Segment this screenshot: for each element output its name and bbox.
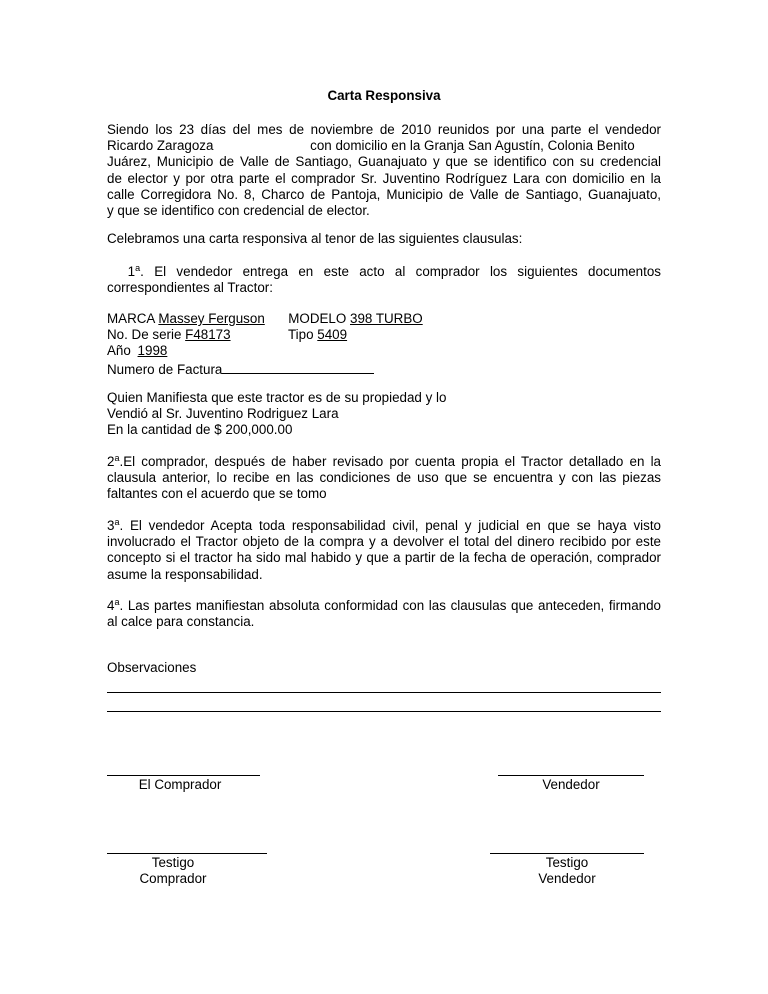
clause-4-number: 4: [107, 598, 115, 613]
intro-line: [107, 138, 661, 154]
observaciones-label: Observaciones: [107, 660, 197, 675]
anio-label: Año: [107, 343, 135, 359]
intro-line: calle Corregidora No. 8, Charco de Pantoja, Municipio de Valle de Santiago, Guanajuato,: [107, 186, 661, 202]
clause-1-text: . El vendedor entrega en este acto al comprador los siguientes documentos correspondientes al Tractor:: [107, 264, 661, 296]
testigo-label: Testigo: [545, 855, 589, 870]
intro-line: de elector y por otra parte el comprador Sr. Juventino Rodríguez Lara con domicilio en la: [107, 170, 661, 186]
observaciones-line: [107, 711, 661, 712]
comprador-signature-label: El Comprador: [138, 777, 222, 792]
serie-value: F48173: [185, 327, 231, 343]
factura-blank-line: [222, 360, 374, 374]
testigo-vendedor-signature-line: [490, 853, 644, 854]
testigo-role-label: Vendedor: [538, 871, 596, 887]
tractor-details: [107, 311, 661, 378]
tipo-label: Tipo: [288, 327, 318, 343]
manifiesta-block: [107, 390, 661, 439]
clause-1-ordinal: a: [135, 263, 141, 273]
observaciones-line: [107, 692, 661, 693]
comprador-signature-line: [107, 775, 260, 776]
clause-1-number: 1: [127, 264, 136, 279]
testigo-label: Testigo: [151, 855, 195, 870]
testigo-vendedor-label: [494, 855, 640, 887]
clause-3-number: 3: [107, 518, 115, 533]
serie-row: [107, 327, 661, 343]
clause-1: [107, 264, 661, 296]
modelo-label: MODELO: [288, 311, 351, 326]
intro-line: Siendo los 23 días del mes de noviembre de 2010 reunidos por una parte el vendedor: [107, 122, 661, 137]
clause-3: [107, 518, 661, 583]
factura-label: Numero de Factura: [107, 361, 223, 377]
intro-line: y que se identifico con credencial de elector.: [107, 203, 370, 219]
clause-2-ordinal: a: [114, 453, 120, 463]
manifiesta-line: Quien Manifiesta que este tractor es de su propiedad y lo: [107, 390, 447, 405]
manifiesta-line: En la cantidad de $ 200,000.00: [107, 422, 293, 438]
clause-3-ordinal: a: [114, 517, 120, 527]
intro-line: Juárez, Municipio de Valle de Santiago, Guanajuato y que se identifico con su credencial: [107, 154, 661, 170]
marca-row: [107, 311, 661, 327]
modelo-value: 398 TURBO: [350, 311, 423, 326]
vendedor-signature-label: Vendedor: [542, 777, 600, 792]
marca-label: MARCA: [107, 311, 159, 326]
tipo-value: 5409: [317, 327, 348, 343]
serie-label: No. De serie: [107, 327, 186, 343]
testigo-comprador-label: [100, 855, 246, 887]
clause-4: [107, 598, 661, 630]
celebramos-line: Celebramos una carta responsiva al tenor de las siguientes clausulas:: [107, 231, 523, 246]
clause-3-text: . El vendedor Acepta toda responsabilidad civil, penal y judicial en que se haya visto involucrado el Tractor objeto de la compra y a devolver el total del dinero recibido por este concepto si el tractor ha sido mal habido y que a partir de la fecha de operación, comprador asume la responsabilidad.: [107, 518, 661, 582]
marca-value: Massey Ferguson: [158, 311, 265, 326]
anio-value: 1998: [137, 343, 168, 359]
anio-row: [107, 343, 661, 359]
clause-4-ordinal: a: [114, 597, 120, 607]
clause-2-text: .El comprador, después de haber revisado por cuenta propia el Tractor detallado en la clausula anterior, lo recibe en las condiciones de uso que se encuentra y con las piezas faltantes con el acuerdo que se tomo: [107, 454, 661, 502]
clause-4-text: . Las partes manifiestan absoluta conformidad con las clausulas que anteceden, firmando al calce para constancia.: [107, 598, 661, 630]
testigo-role-label: Comprador: [139, 871, 207, 887]
factura-row: [107, 360, 661, 378]
intro-line-text: Ricardo Zaragoza con domicilio en la Granja San Agustín, Colonia Benito: [107, 138, 635, 154]
vendedor-signature-line: [498, 775, 644, 776]
clause-2: [107, 454, 661, 503]
document-title: Carta Responsiva: [327, 88, 441, 103]
testigo-comprador-signature-line: [107, 853, 267, 854]
clause-2-number: 2: [107, 454, 115, 469]
manifiesta-line: Vendió al Sr. Juventino Rodriguez Lara: [107, 406, 339, 422]
intro-paragraph: [107, 122, 661, 219]
